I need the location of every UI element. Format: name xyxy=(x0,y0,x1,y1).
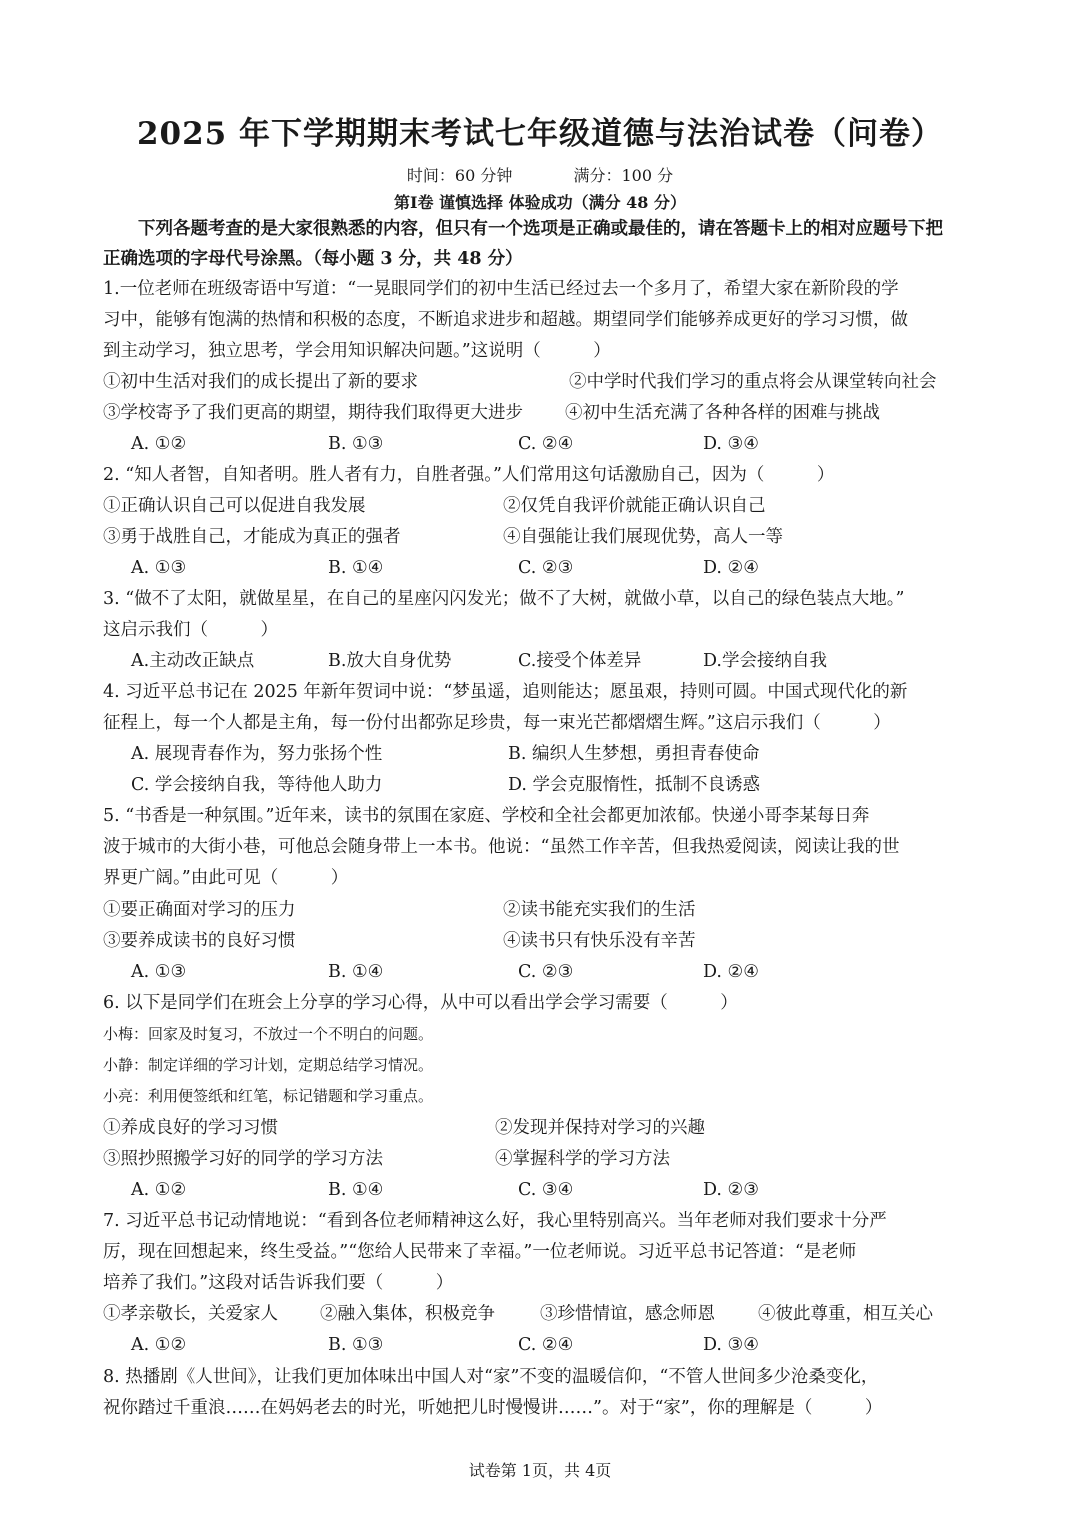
statement-item: ①要正确面对学习的压力 xyxy=(103,900,296,920)
page-footer: 试卷第 1页，共 4页 xyxy=(468,1461,612,1480)
question-1-options xyxy=(103,429,983,460)
option-c[interactable]: C. ②④ xyxy=(518,434,574,454)
option-a[interactable]: A. ①② xyxy=(131,434,187,454)
question-7-text: 7. 习近平总书记动情地说：“看到各位老师精神这么好，我心里特别高兴。当年老师对我们要求十分严 xyxy=(103,1211,887,1231)
exam-score: 满分：100 分 xyxy=(573,166,674,185)
share-line: 小亮：利用便签纸和红笔，标记错题和学习重点。 xyxy=(103,1087,434,1105)
option-d[interactable]: D. ②④ xyxy=(703,962,759,982)
question-5-items xyxy=(103,926,983,957)
option-c[interactable]: C. ②③ xyxy=(518,558,574,578)
option-d[interactable]: D. ②③ xyxy=(703,1180,759,1200)
statement-item: ③要养成读书的良好习惯 xyxy=(103,931,296,951)
option-b[interactable]: B. 编织人生梦想，勇担青春使命 xyxy=(508,744,760,764)
question-4-options xyxy=(103,739,983,770)
question-7-text: 培养了我们。”这段对话告诉我们要（ ） xyxy=(103,1273,454,1293)
question-7-options xyxy=(103,1330,983,1361)
option-c[interactable]: C. 学会接纳自我，等待他人助力 xyxy=(131,775,383,795)
option-c[interactable]: C. ③④ xyxy=(518,1180,574,1200)
statement-item: ②融入集体，积极竞争 xyxy=(320,1304,495,1324)
question-6-items xyxy=(103,1144,983,1175)
statement-item: ①正确认识自己可以促进自我发展 xyxy=(103,496,366,516)
option-b[interactable]: B.放大自身优势 xyxy=(328,651,452,671)
question-1-text: 1.一位老师在班级寄语中写道：“一晃眼同学们的初中生活已经过去一个多月了，希望大家在新阶段的学 xyxy=(103,279,899,299)
question-2-text: 2. “知人者智，自知者明。胜人者有力，自胜者强。”人们常用这句话激励自己，因为（ ） xyxy=(103,465,835,485)
option-b[interactable]: B. ①④ xyxy=(328,962,384,982)
question-5-text: 波于城市的大街小巷，可他总会随身带上一本书。他说：“虽然工作辛苦，但我热爱阅读，阅读让我的世 xyxy=(103,837,900,857)
question-3-options xyxy=(103,646,983,677)
question-1-text: 习中，能够有饱满的热情和积极的态度，不断追求进步和超越。期望同学们能够养成更好的学习习惯，做 xyxy=(103,310,908,330)
question-3-text: 这启示我们（ ） xyxy=(103,620,278,640)
statement-item: ④初中生活充满了各种各样的困难与挑战 xyxy=(565,403,880,423)
question-1-text: 到主动学习，独立思考，学会用知识解决问题。”这说明（ ） xyxy=(103,341,611,361)
exam-title: 2025 年下学期期末考试七年级道德与法治试卷（问卷） xyxy=(136,116,944,152)
question-6-items xyxy=(103,1113,983,1144)
question-7-items xyxy=(103,1299,983,1330)
statement-item: ②仅凭自我评价就能正确认识自己 xyxy=(503,496,766,516)
statement-item: ①养成良好的学习习惯 xyxy=(103,1118,278,1138)
option-c[interactable]: C. ②③ xyxy=(518,962,574,982)
share-line: 小梅：回家及时复习，不放过一个不明白的问题。 xyxy=(103,1025,434,1043)
option-a[interactable]: A. ①② xyxy=(131,1180,187,1200)
question-8-text: 祝你踏过千重浪……在妈妈老去的时光，听她把儿时慢慢讲……”。对于“家”，你的理解是（ ） xyxy=(103,1398,883,1418)
option-d[interactable]: D. 学会克服惰性，抵制不良诱惑 xyxy=(508,775,761,795)
question-5-options xyxy=(103,957,983,988)
option-c[interactable]: C.接受个体差异 xyxy=(518,651,642,671)
option-b[interactable]: B. ①③ xyxy=(328,434,384,454)
statement-item: ③珍惜情谊，感念师恩 xyxy=(540,1304,715,1324)
question-5-text: 5. “书香是一种氛围。”近年来，读书的氛围在家庭、学校和全社会都更加浓郁。快递小哥李某每日奔 xyxy=(103,806,870,826)
question-7-text: 厉，现在回想起来，终生受益。”“您给人民带来了幸福。”一位老师说。习近平总书记答道：“是老师 xyxy=(103,1242,857,1262)
option-a[interactable]: A. ①③ xyxy=(131,558,187,578)
option-d[interactable]: D. ③④ xyxy=(703,1335,759,1355)
question-1-items xyxy=(103,367,983,398)
option-b[interactable]: B. ①④ xyxy=(328,1180,384,1200)
question-1-items xyxy=(103,398,983,429)
exam-meta xyxy=(0,163,1080,186)
option-c[interactable]: C. ②④ xyxy=(518,1335,574,1355)
question-6-text: 6. 以下是同学们在班会上分享的学习心得，从中可以看出学会学习需要（ ） xyxy=(103,993,738,1013)
question-4-text: 征程上，每一个人都是主角，每一份付出都弥足珍贵，每一束光芒都熠熠生辉。”这启示我们（ ） xyxy=(103,713,891,733)
share-line: 小静：制定详细的学习计划，定期总结学习情况。 xyxy=(103,1056,434,1074)
question-4-text: 4. 习近平总书记在 2025 年新年贺词中说：“梦虽遥，追则能达；愿虽艰，持则可圆。中国式现代化的新 xyxy=(103,682,908,702)
statement-item: ②读书能充实我们的生活 xyxy=(503,900,696,920)
statement-item: ④掌握科学的学习方法 xyxy=(495,1149,670,1169)
instruction-line: 正确选项的字母代号涂黑。（每小题 3 分，共 48 分） xyxy=(103,249,523,269)
option-b[interactable]: B. ①③ xyxy=(328,1335,384,1355)
question-5-text: 界更广阔。”由此可见（ ） xyxy=(103,868,349,888)
statement-item: ③学校寄予了我们更高的期望，期待我们取得更大进步 xyxy=(103,403,523,423)
statement-item: ②中学时代我们学习的重点将会从课堂转向社会 xyxy=(569,372,937,392)
question-4-options xyxy=(103,770,983,801)
instruction-line: 下列各题考查的是大家很熟悉的内容，但只有一个选项是正确或最佳的，请在答题卡上的相对应题号下把 xyxy=(103,219,943,239)
statement-item: ①孝亲敬长，关爱家人 xyxy=(103,1304,278,1324)
question-2-items xyxy=(103,491,983,522)
statement-item: ①初中生活对我们的成长提出了新的要求 xyxy=(103,372,418,392)
question-8-text: 8. 热播剧《人世间》，让我们更加体味出中国人对“家”不变的温暖信仰，“不管人世间多少沧桑变化， xyxy=(103,1367,879,1387)
option-a[interactable]: A.主动改正缺点 xyxy=(131,651,255,671)
option-a[interactable]: A. ①② xyxy=(131,1335,187,1355)
statement-item: ④读书只有快乐没有辛苦 xyxy=(503,931,696,951)
question-2-options xyxy=(103,553,983,584)
statement-item: ③照抄照搬学习好的同学的学习方法 xyxy=(103,1149,383,1169)
statement-item: ③勇于战胜自己，才能成为真正的强者 xyxy=(103,527,401,547)
question-2-items xyxy=(103,522,983,553)
statement-item: ④彼此尊重，相互关心 xyxy=(758,1304,933,1324)
question-3-text: 3. “做不了太阳，就做星星，在自己的星座闪闪发光；做不了大树，就做小草，以自己的绿色装点大地。” xyxy=(103,589,905,609)
statement-item: ②发现并保持对学习的兴趣 xyxy=(495,1118,705,1138)
option-d[interactable]: D.学会接纳自我 xyxy=(703,651,827,671)
section-heading: 第Ⅰ卷 谨慎选择 体验成功（满分 48 分） xyxy=(393,193,687,212)
exam-time: 时间：60 分钟 xyxy=(406,166,513,185)
option-a[interactable]: A. 展现青春作为，努力张扬个性 xyxy=(131,744,383,764)
option-d[interactable]: D. ②④ xyxy=(703,558,759,578)
question-6-options xyxy=(103,1175,983,1206)
option-d[interactable]: D. ③④ xyxy=(703,434,759,454)
option-a[interactable]: A. ①③ xyxy=(131,962,187,982)
question-5-items xyxy=(103,895,983,926)
statement-item: ④自强能让我们展现优势，高人一等 xyxy=(503,527,783,547)
option-b[interactable]: B. ①④ xyxy=(328,558,384,578)
